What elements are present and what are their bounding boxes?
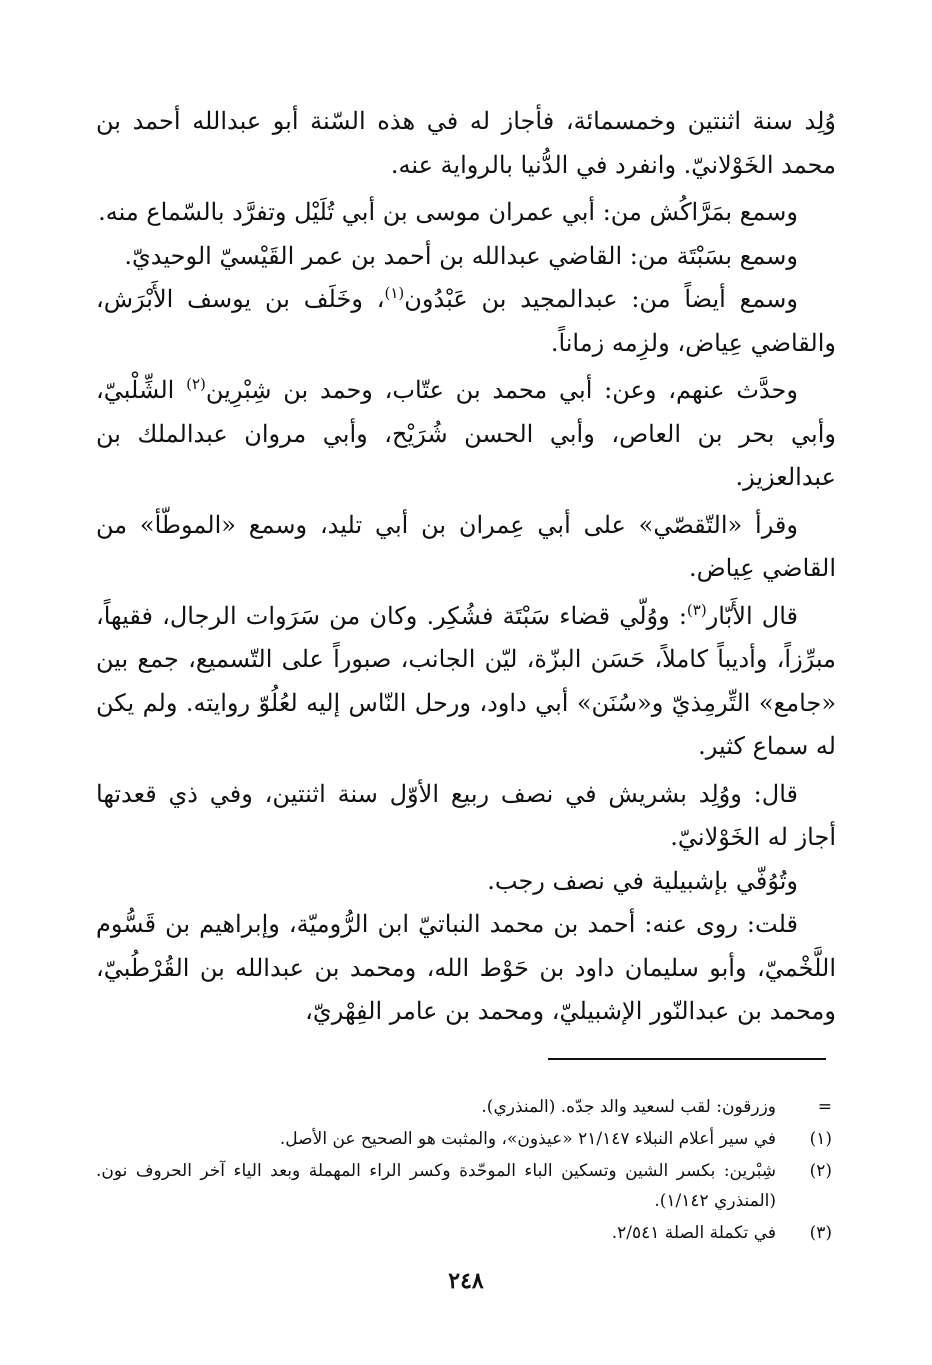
paragraph-marrakesh: وسمع بمَرَّاكُش من: أبي عمران موسى بن أبي تُلَيْل وتفرَّد بالسّماع منه.	[98, 198, 798, 226]
footnote-text: في تكملة الصلة ٢/٥٤١.	[611, 1223, 776, 1243]
paragraph-born-jerez: قال: ووُلِد بشريش في نصف ربيع الأوّل سنة اثنتين، وفي ذي قعدتها أجاز له الخَوْلانيّ.	[96, 779, 836, 851]
page-body	[96, 100, 836, 1034]
paragraph-birth: وُلِد سنة اثنتين وخمسمائة، فأجاز له في هذه السّنة أبو عبدالله أحمد بن محمد الخَوْلانيّ. وانفرد في الدُّنيا بالرواية عنه.	[96, 107, 836, 179]
paragraph-ceuta: وسمع بسَبْتَة من: القاضي عبدالله بن أحمد بن عمر القَيْسيّ الوحيديّ.	[124, 241, 798, 270]
paragraph-death: وتُوُفّي بإشبيلية في نصف رجب.	[487, 866, 798, 895]
paragraph-read: وقرأ «التّقصّي» على أبي عِمران بن أبي تليد، وسمع «الموطّأ» من القاضي عِياض.	[96, 510, 836, 582]
footnote-mark: =	[817, 1097, 832, 1117]
footnote-mark: (٣)	[809, 1223, 832, 1243]
footnote-2	[96, 1156, 832, 1216]
paragraph-also-heard	[96, 278, 836, 365]
paragraph-also-heard-part1: وسمع أيضاً من: عبدالمجيد بن عَبْدُون	[404, 285, 798, 313]
paragraph-abbar	[96, 595, 836, 769]
footnote-divider	[548, 1058, 826, 1060]
footnote-ref-1[interactable]: (١)	[384, 284, 405, 302]
main-text	[96, 100, 836, 1034]
footnote-continued	[96, 1092, 832, 1122]
footnote-mark: (٢)	[809, 1161, 832, 1181]
footnote-3	[96, 1218, 832, 1248]
footnotes	[96, 1092, 832, 1250]
page-number: ٢٤٨	[448, 1268, 484, 1294]
paragraph-abbar-part2: : ووُلّي قضاء سَبْتَة فشُكِر. وكان من سَرَوات الرجال، فقيهاً، مبرِّزاً، وأديباً كاملاً، حَسَن البزّة، ليّن الجانب، صبوراً على التّسميع، جمع بين «جامع» التِّرمِذيّ و«سُنَن» أبي داود، ورحل النّاس إليه لعُلُوّ روايته. ولم يكن له سماع كثير.	[96, 601, 836, 760]
paragraph-narrated	[96, 369, 836, 500]
footnote-ref-3[interactable]: (٣)	[686, 600, 707, 619]
footnote-1	[96, 1124, 832, 1154]
paragraph-narrators: قلت: روى عنه: أحمد بن محمد النباتيّ ابن الرُّوميّة، وإبراهيم بن قَسُّوم اللَّخْميّ، وأبو سليمان داود بن حَوْط الله، ومحمد بن عبدالله بن القُرْطُبيّ، ومحمد بن عبدالنّور الإشبيليّ، ومحمد بن عامر الفِهْريّ،	[96, 910, 836, 1025]
paragraph-also-heard-part2: ، وخَلَف بن يوسف الأَبْرَش، والقاضي عِياض، ولزِمه زماناً.	[96, 285, 836, 357]
footnote-ref-2[interactable]: (٢)	[186, 375, 206, 393]
footnote-text: في سير أعلام النبلاء ٢١/١٤٧ «عيذون»، والمثبت هو الصحيح عن الأصل.	[279, 1129, 776, 1149]
footnote-text: وزرقون: لقب لسعيد والد جدّه. (المنذري).	[481, 1097, 776, 1117]
paragraph-narrated-part1: وحدَّث عنهم، وعن: أبي محمد بن عتّاب، وحمد بن شِبْرِين	[205, 376, 798, 404]
footnote-text: شِبْرين: بكسر الشين وتسكين الباء الموحّدة وكسر الراء المهملة وبعد الياء آخر الحروف نون. (المنذري ١/١٤٢).	[96, 1161, 776, 1211]
paragraph-abbar-part1: قال الأَبّار	[706, 601, 798, 630]
paragraph-narrated-part2: الشِّلْبيّ، وأبي بحر بن العاص، وأبي الحسن شُرَيْح، وأبي مروان عبدالملك بن عبدالعزيز.	[96, 376, 836, 491]
footnote-mark: (١)	[809, 1129, 832, 1149]
